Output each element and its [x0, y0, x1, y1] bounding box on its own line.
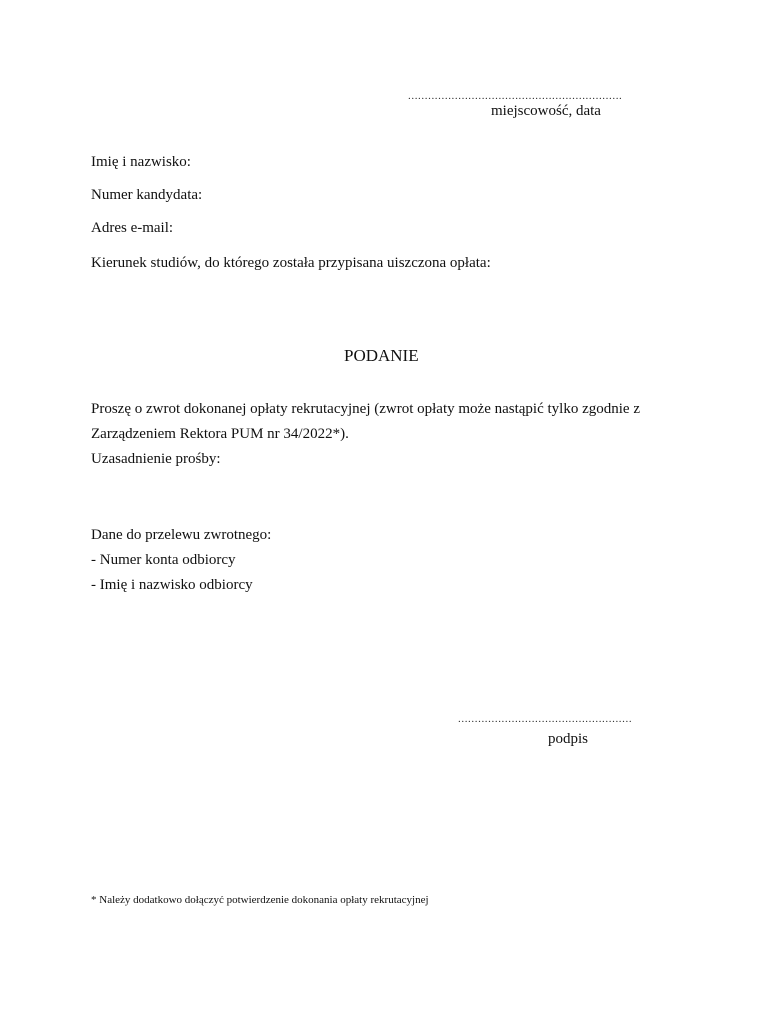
document-title: PODANIE — [344, 346, 419, 365]
candidate-number-label: Numer kandydata: — [91, 187, 203, 203]
email-field-label: Adres e-mail: — [91, 220, 174, 236]
transfer-data-heading: Dane do przelewu zwrotnego: — [91, 527, 272, 543]
justification-label: Uzasadnienie prośby: — [91, 451, 221, 467]
signature-label: podpis — [548, 731, 589, 747]
recipient-name-item: - Imię i nazwisko odbiorcy — [91, 577, 253, 593]
request-text-line-1: Proszę o zwrot dokonanej opłaty rekrutacyjnej (zwrot opłaty może nastąpić tylko zgodnie z — [91, 401, 640, 417]
field-of-study-label: Kierunek studiów, do którego została przypisana uiszczona opłata: — [91, 255, 491, 271]
name-field-label: Imię i nazwisko: — [91, 154, 191, 170]
request-text-line-2: Zarządzeniem Rektora PUM nr 34/2022*). — [91, 426, 349, 442]
signature-dotted-line: .................................................... — [458, 713, 633, 725]
place-date-label: miejscowość, data — [491, 103, 601, 119]
account-number-item: - Numer konta odbiorcy — [91, 552, 236, 568]
place-date-dotted-line: ................................................................ — [408, 90, 623, 102]
footnote: * Należy dodatkowo dołączyć potwierdzenie dokonania opłaty rekrutacyjnej — [91, 894, 429, 906]
